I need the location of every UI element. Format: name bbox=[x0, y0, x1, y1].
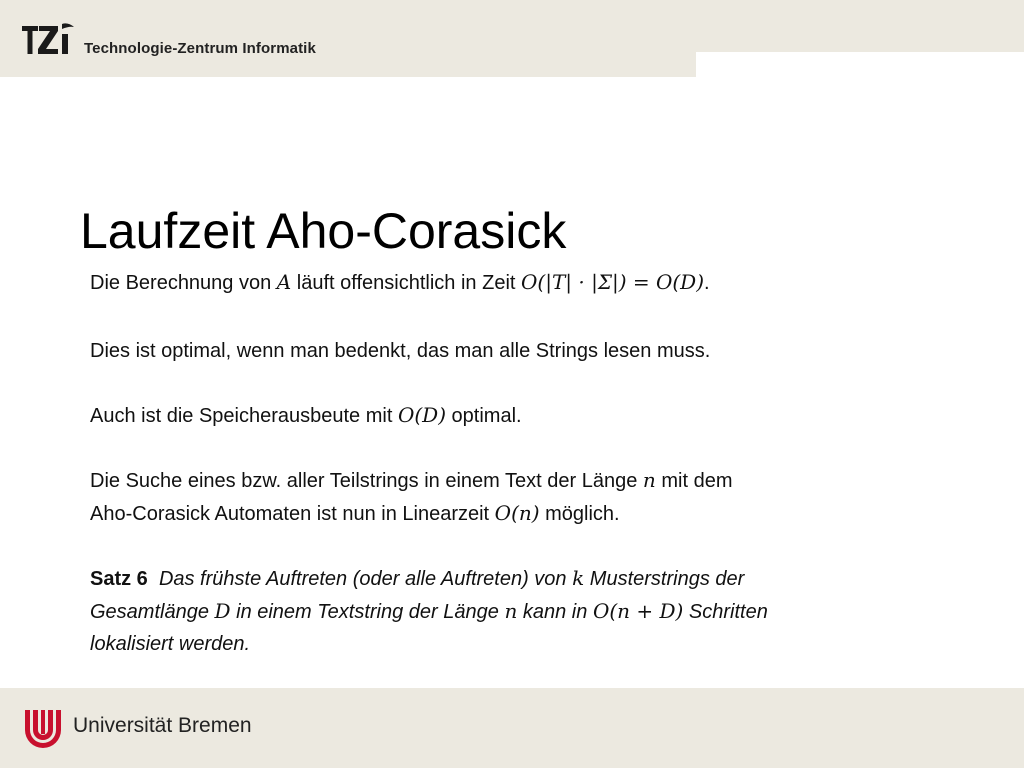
math-formula: A bbox=[276, 270, 292, 294]
tzi-logo-icon bbox=[22, 22, 76, 58]
theorem-label: Satz 6 bbox=[90, 568, 148, 590]
header-band bbox=[0, 0, 696, 77]
text: Schritten bbox=[683, 601, 768, 623]
text: optimal. bbox=[446, 405, 522, 427]
math-formula: O(D) bbox=[397, 403, 446, 427]
text: läuft offensichtlich in Zeit bbox=[291, 272, 521, 294]
paragraph-memory bbox=[90, 399, 910, 432]
university-bremen-logo-icon bbox=[22, 708, 64, 750]
paragraph-search bbox=[90, 464, 910, 530]
math-formula: O(|T| · |Σ|) = O(D) bbox=[521, 270, 705, 294]
paragraph-runtime bbox=[90, 266, 910, 299]
text: Aho-Corasick Automaten ist nun in Linearzeit bbox=[90, 503, 495, 525]
org-name: Technologie-Zentrum Informatik bbox=[84, 40, 316, 57]
math-formula: k bbox=[572, 566, 585, 590]
text: Auch ist die Speicherausbeute mit bbox=[90, 405, 398, 427]
text: kann in bbox=[517, 601, 593, 623]
university-name: Universität Bremen bbox=[73, 714, 252, 737]
text: . bbox=[704, 272, 710, 294]
math-formula: O(n) bbox=[494, 501, 540, 525]
math-formula: O(n + D) bbox=[592, 599, 684, 623]
text: möglich. bbox=[539, 503, 620, 525]
text: Die Berechnung von bbox=[90, 272, 277, 294]
math-formula: n bbox=[642, 468, 656, 492]
text: Das frühste Auftreten (oder alle Auftreten) von bbox=[158, 568, 573, 590]
text: Dies ist optimal, wenn man bedenkt, das man alle Strings lesen muss. bbox=[90, 340, 711, 362]
text: lokalisiert werden. bbox=[90, 633, 251, 655]
slide-title: Laufzeit Aho-Corasick bbox=[80, 202, 567, 259]
text: Gesamtlänge bbox=[90, 601, 215, 623]
paragraph-optimal bbox=[90, 335, 910, 367]
text: Musterstrings der bbox=[584, 568, 745, 590]
math-formula: D bbox=[214, 599, 231, 623]
text: mit dem bbox=[655, 470, 733, 492]
header-band-right bbox=[696, 0, 1024, 52]
theorem-satz-6 bbox=[90, 562, 910, 660]
slide-content bbox=[90, 266, 910, 660]
math-formula: n bbox=[504, 599, 518, 623]
text: in einem Textstring der Länge bbox=[230, 601, 505, 623]
text: Die Suche eines bzw. aller Teilstrings in einem Text der Länge bbox=[90, 470, 643, 492]
